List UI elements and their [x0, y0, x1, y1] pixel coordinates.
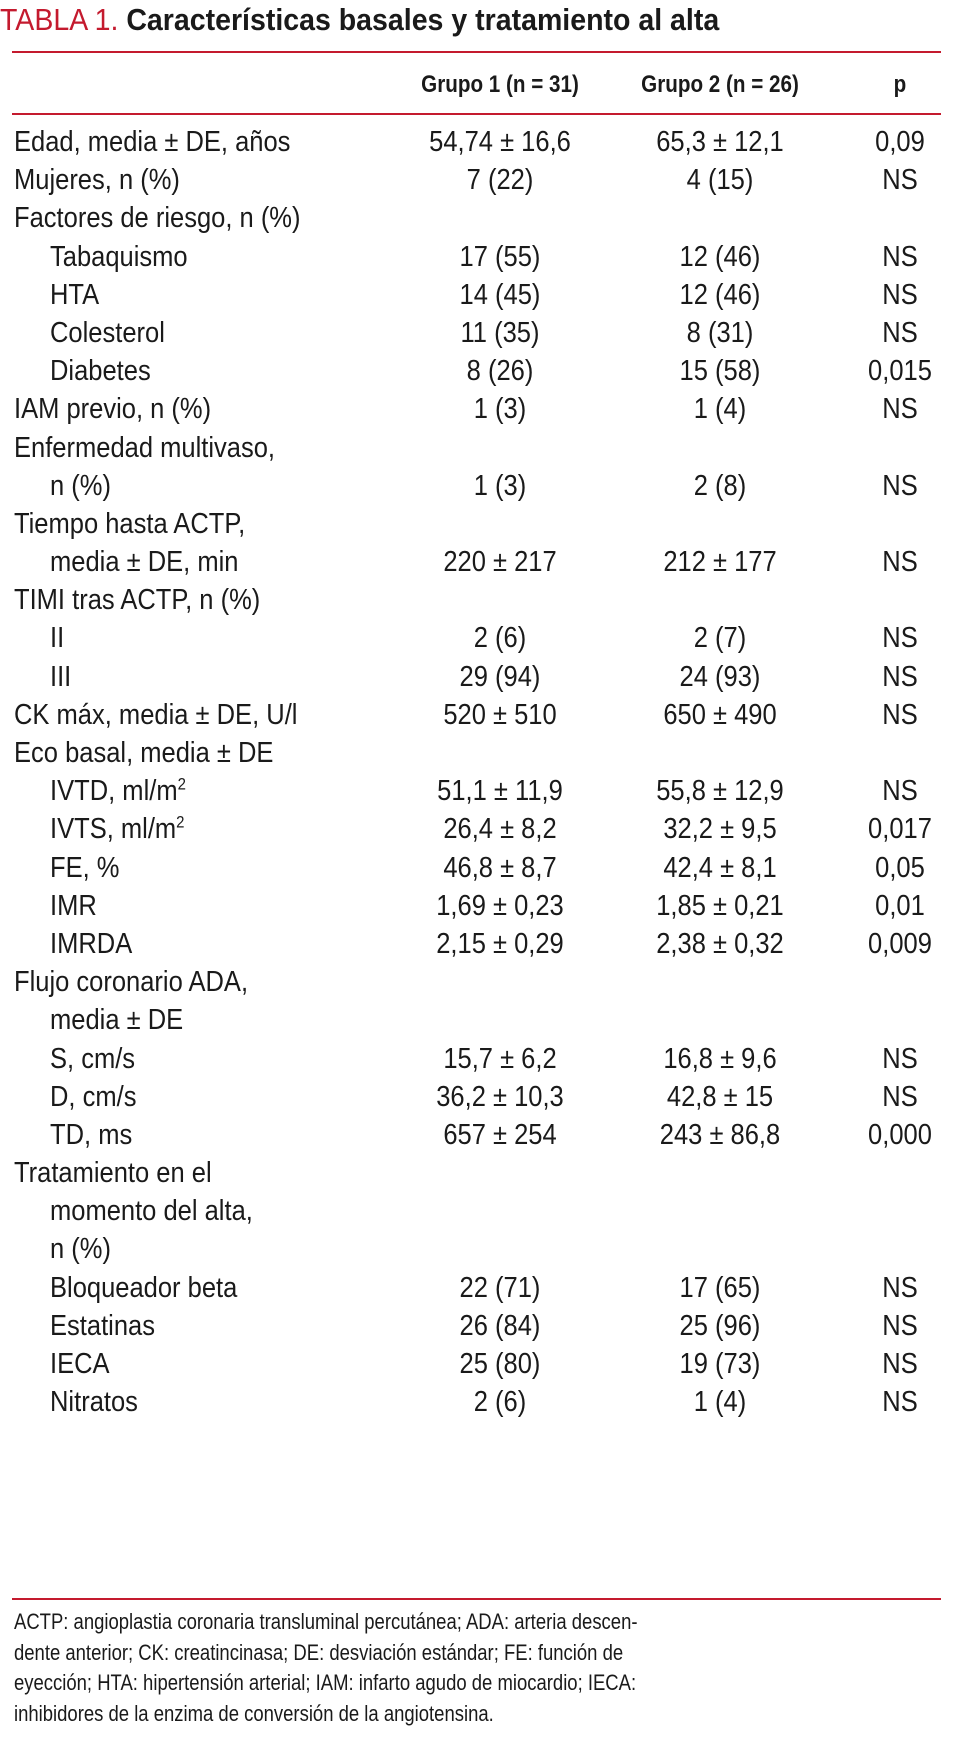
- table-caption: Características basales y tratamiento al alta: [126, 2, 720, 37]
- p-value: NS: [882, 698, 918, 731]
- row-label: IAM previo, n (%): [14, 393, 212, 426]
- table-row: [0, 543, 953, 581]
- group2-value: 8 (31): [686, 316, 754, 349]
- group2-value: 42,8 ± 15: [666, 1080, 774, 1113]
- p-value: NS: [882, 775, 918, 808]
- group2-value: 25 (96): [679, 1309, 761, 1342]
- row-label: Colesterol: [50, 316, 165, 349]
- group1-value: 2 (6): [473, 622, 527, 655]
- table-title: [0, 2, 719, 38]
- row-label: media ± DE, min: [50, 546, 239, 579]
- table-body: [0, 123, 953, 1421]
- p-value: NS: [882, 240, 918, 273]
- table-row: [0, 849, 953, 887]
- group2-value: 1 (4): [693, 1386, 747, 1419]
- table-row: [0, 925, 953, 963]
- group2-value: 243 ± 86,8: [659, 1118, 781, 1151]
- p-value: 0,009: [868, 927, 932, 960]
- group2-value: 32,2 ± 9,5: [663, 813, 777, 846]
- group2-value: 2,38 ± 0,32: [656, 927, 784, 960]
- p-value: NS: [882, 164, 918, 197]
- group2-value: 650 ± 490: [663, 698, 777, 731]
- p-value: NS: [882, 1271, 918, 1304]
- table-number: TABLA 1.: [0, 2, 119, 37]
- header-group2: Grupo 2 (n = 26): [641, 71, 799, 98]
- header-group1: Grupo 1 (n = 31): [421, 71, 579, 98]
- group1-value: 51,1 ± 11,9: [437, 775, 563, 808]
- table-row: [0, 734, 953, 772]
- p-value: 0,000: [868, 1118, 932, 1151]
- row-label: CK máx, media ± DE, U/l: [14, 698, 298, 731]
- group1-value: 520 ± 510: [443, 698, 557, 731]
- footnote-line: inhibidores de la enzima de conversión de la angiotensina.: [14, 1700, 494, 1726]
- group1-value: 26 (84): [459, 1309, 541, 1342]
- row-label: S, cm/s: [50, 1042, 136, 1075]
- row-label: II: [50, 622, 65, 655]
- group2-value: 2 (7): [693, 622, 747, 655]
- group1-value: 2 (6): [473, 1386, 527, 1419]
- group2-value: 212 ± 177: [663, 546, 777, 579]
- group1-value: 22 (71): [459, 1271, 541, 1304]
- p-value: 0,05: [875, 851, 925, 884]
- group1-value: 26,4 ± 8,2: [443, 813, 557, 846]
- table-row: [0, 1345, 953, 1383]
- table-row: [0, 810, 953, 848]
- p-value: NS: [882, 1080, 918, 1113]
- p-value: NS: [882, 1042, 918, 1075]
- table-row: [0, 123, 953, 161]
- p-value: NS: [882, 278, 918, 311]
- row-label: Tabaquismo: [50, 240, 188, 273]
- row-label: momento del alta,: [50, 1195, 253, 1228]
- table-row: [0, 963, 953, 1001]
- footnote-line: eyección; HTA: hipertensión arterial; IAM: infarto agudo de miocardio; IECA:: [14, 1670, 637, 1695]
- table-row: [0, 1116, 953, 1154]
- row-label: n (%): [50, 1233, 111, 1266]
- table-row: [0, 1269, 953, 1307]
- group2-value: 12 (46): [679, 278, 761, 311]
- group2-value: 55,8 ± 12,9: [656, 775, 784, 808]
- row-label: IECA: [50, 1348, 110, 1380]
- group2-value: 1 (4): [693, 393, 747, 426]
- table-row: [0, 658, 953, 696]
- group1-value: 17 (55): [459, 240, 541, 273]
- table-row: [0, 1307, 953, 1345]
- p-value: 0,015: [868, 355, 932, 388]
- row-label: Tratamiento en el: [14, 1157, 212, 1190]
- bottom-rule: [12, 1598, 941, 1600]
- row-label: IMRDA: [50, 927, 133, 960]
- group2-value: 19 (73): [679, 1348, 761, 1380]
- group2-value: 42,4 ± 8,1: [663, 851, 777, 884]
- table-row: [0, 1383, 953, 1421]
- group2-value: 65,3 ± 12,1: [656, 126, 784, 158]
- table-row: [0, 1230, 953, 1268]
- row-label: Bloqueador beta: [50, 1271, 238, 1304]
- group1-value: 25 (80): [459, 1348, 541, 1380]
- table-row: [0, 1040, 953, 1078]
- group1-value: 36,2 ± 10,3: [436, 1080, 564, 1113]
- row-label: Enfermedad multivaso,: [14, 431, 276, 464]
- footnote-line: ACTP: angioplastia coronaria transluminal percutánea; ADA: arteria descen-: [14, 1609, 638, 1634]
- table-row: [0, 887, 953, 925]
- row-label: IMR: [50, 889, 97, 922]
- row-label: FE, %: [50, 851, 120, 884]
- p-value: NS: [882, 546, 918, 579]
- row-label: Diabetes: [50, 355, 151, 388]
- group1-value: 1,69 ± 0,23: [436, 889, 564, 922]
- row-label: D, cm/s: [50, 1080, 137, 1113]
- table-row: [0, 1192, 953, 1230]
- group2-value: 24 (93): [679, 660, 761, 693]
- p-value: NS: [882, 1309, 918, 1342]
- table-row: [0, 314, 953, 352]
- p-value: NS: [882, 316, 918, 349]
- table-footnote: [14, 1607, 939, 1729]
- table-row: [0, 772, 953, 810]
- table-row: [0, 238, 953, 276]
- group1-value: 220 ± 217: [443, 546, 557, 579]
- group2-value: 16,8 ± 9,6: [663, 1042, 777, 1075]
- row-label: media ± DE: [50, 1004, 184, 1037]
- group1-value: 46,8 ± 8,7: [443, 851, 557, 884]
- p-value: 0,01: [875, 889, 925, 922]
- group2-value: 1,85 ± 0,21: [656, 889, 784, 922]
- group2-value: 12 (46): [679, 240, 761, 273]
- group1-value: 29 (94): [459, 660, 541, 693]
- header-p: p: [893, 71, 907, 98]
- group2-value: 17 (65): [679, 1271, 761, 1304]
- group1-value: 657 ± 254: [443, 1118, 557, 1151]
- table-row: [0, 696, 953, 734]
- group1-value: 2,15 ± 0,29: [436, 927, 564, 960]
- p-value: NS: [882, 660, 918, 693]
- row-label: TIMI tras ACTP, n (%): [14, 584, 261, 617]
- table-row: [0, 429, 953, 467]
- table-row: [0, 199, 953, 237]
- group1-value: 14 (45): [459, 278, 541, 311]
- row-label: Nitratos: [50, 1386, 138, 1419]
- header-rule: [12, 113, 941, 115]
- group1-value: 8 (26): [466, 355, 534, 388]
- table-row: [0, 619, 953, 657]
- table-row: [0, 467, 953, 505]
- group1-value: 7 (22): [466, 164, 534, 197]
- table-row: [0, 390, 953, 428]
- row-label: Tiempo hasta ACTP,: [14, 507, 246, 540]
- p-value: 0,017: [868, 813, 932, 846]
- footnote-line: dente anterior; CK: creatincinasa; DE: desviación estándar; FE: función de: [14, 1639, 624, 1665]
- group1-value: 1 (3): [473, 393, 527, 426]
- row-label: Eco basal, media ± DE: [14, 737, 274, 769]
- table-row: [0, 161, 953, 199]
- p-value: NS: [882, 469, 918, 502]
- group2-value: 2 (8): [693, 469, 747, 502]
- row-label: Estatinas: [50, 1309, 155, 1342]
- row-label: IVTD, $ml/m^2$: [50, 774, 186, 808]
- group1-value: 11 (35): [460, 316, 540, 349]
- group2-value: 15 (58): [679, 355, 761, 388]
- group1-value: 15,7 ± 6,2: [443, 1042, 557, 1075]
- row-label: Flujo coronario ADA,: [14, 966, 249, 999]
- row-label: Factores de riesgo, n (%): [14, 202, 301, 235]
- table-row: [0, 1001, 953, 1039]
- table-row: [0, 1154, 953, 1192]
- p-value: 0,09: [875, 126, 925, 158]
- p-value: NS: [882, 393, 918, 426]
- p-value: NS: [882, 1348, 918, 1380]
- row-label: III: [50, 660, 72, 693]
- p-value: NS: [882, 622, 918, 655]
- table-row: [0, 276, 953, 314]
- row-label: TD, ms: [50, 1118, 133, 1151]
- row-label: n (%): [50, 469, 111, 502]
- row-label: Edad, media ± DE, años: [14, 126, 291, 158]
- group2-value: 4 (15): [686, 164, 754, 197]
- table-row: [0, 505, 953, 543]
- p-value: NS: [882, 1386, 918, 1419]
- row-label: Mujeres, n (%): [14, 164, 180, 197]
- table-row: [0, 581, 953, 619]
- row-label: IVTS, $ml/m^2$: [50, 812, 185, 846]
- table-row: [0, 352, 953, 390]
- group1-value: 54,74 ± 16,6: [429, 126, 571, 158]
- group1-value: 1 (3): [473, 469, 527, 502]
- top-rule: [12, 51, 941, 53]
- table-row: [0, 1078, 953, 1116]
- row-label: HTA: [50, 278, 100, 311]
